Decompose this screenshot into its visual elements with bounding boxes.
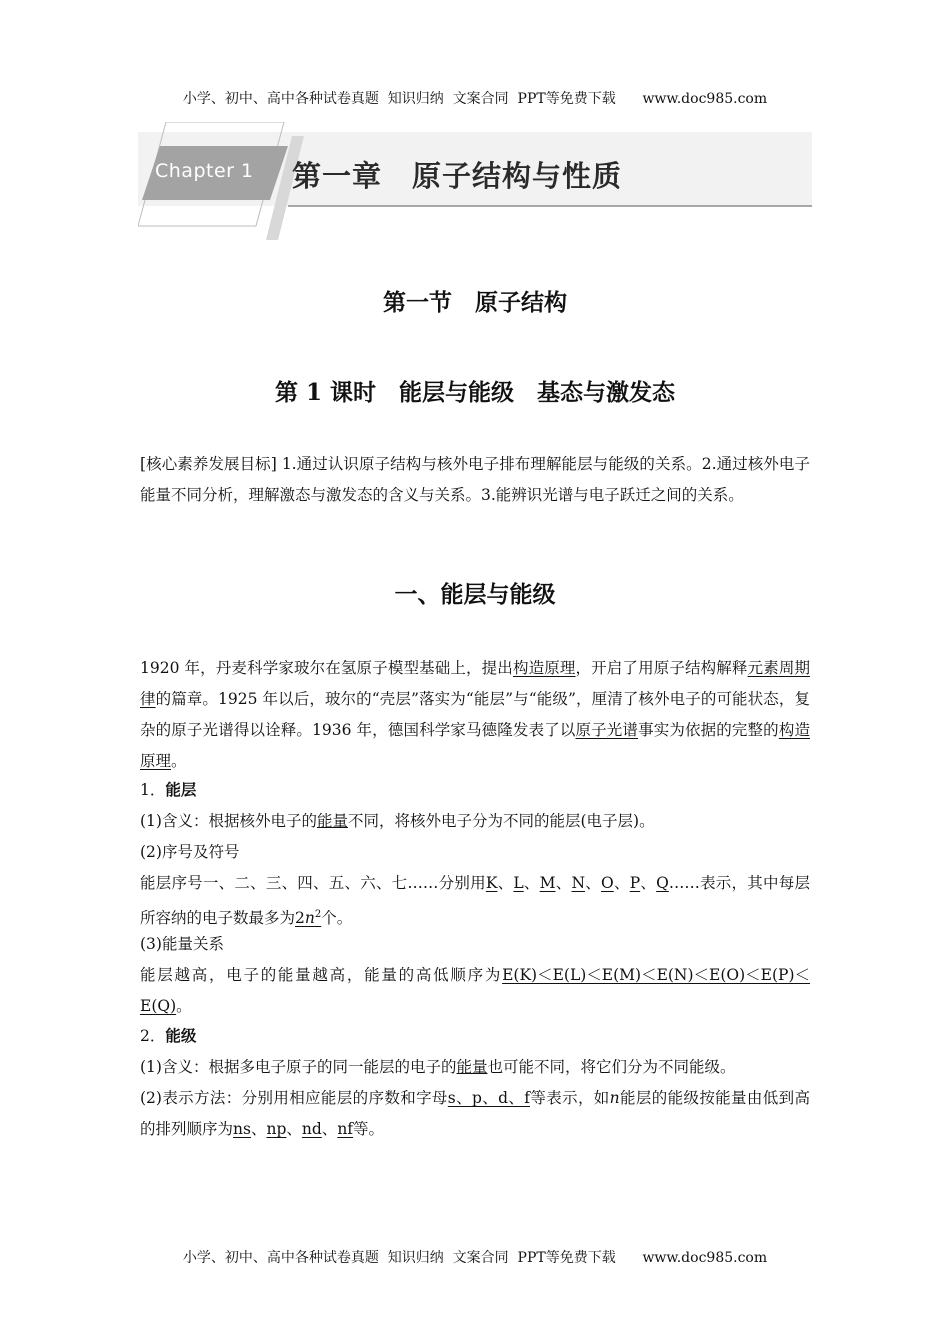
- meaning-text-post: 也可能不同，将它们分为不同能级。: [487, 1058, 736, 1076]
- heading-number: 2．: [140, 1027, 166, 1045]
- page-footer: 小学、初中、高中各种试卷真题 知识归纳 文案合同 PPT等免费下载 www.doc985.com: [182, 1250, 768, 1266]
- symbol-l: L: [513, 874, 524, 892]
- level-nd: nd: [301, 1120, 322, 1138]
- rep-text-post: 等。: [353, 1120, 385, 1138]
- symbol-n: N: [571, 874, 586, 892]
- chapter-label: Chapter 1: [155, 160, 254, 182]
- seq-paragraph: 能层序号一、二、三、四、五、六、七……分别用K、L、M、N、O、P、Q……表示，其中每层所容纳的电子数最多为$2n^2$个。: [140, 874, 810, 928]
- symbol-p: P: [629, 874, 641, 892]
- intro-text-3: 的篇章。1925 年以后，玻尔的“壳层”落实为“能层”与“能级”，厘清了核外电子的可能状态，复杂的原子光谱得以诠释。1936 年，德国科学家马德隆发表了以: [140, 690, 810, 739]
- heading-text: 能层: [165, 781, 197, 799]
- level-np: np: [266, 1120, 287, 1138]
- intro-paragraph: [140, 653, 810, 777]
- core-goals: [140, 449, 810, 511]
- rep-paragraph: (2)表示方法：分别用相应能层的序数和字母s、p、d、f等表示，如n能层的能级按能量由低到高的排列顺序为ns、np、nd、nf等。: [140, 1089, 810, 1138]
- rep-text-pre: (2)表示方法：分别用相应能层的序数和字母: [140, 1089, 448, 1107]
- heading-text: 能级: [165, 1027, 197, 1045]
- rep-text-mid2: 能层的能级按能量由低到高的排列顺序为: [140, 1089, 810, 1138]
- intro-text-5: 。: [171, 752, 187, 770]
- symbol-o: O: [601, 874, 614, 892]
- rep-letters: s、p、d、f: [447, 1089, 530, 1107]
- page-header: 小学、初中、高中各种试卷真题 知识归纳 文案合同 PPT等免费下载 www.doc985.com: [182, 91, 768, 107]
- seq-heading: (2)序号及符号: [140, 843, 240, 861]
- intro-text-2: ，开启了用原子结构解释: [575, 659, 748, 677]
- meaning-underline: 能量: [456, 1058, 488, 1076]
- rel-text-pre: 能层越高，电子的能量越高，能量的高低顺序为: [140, 966, 503, 984]
- formula-coef: 2: [295, 909, 305, 928]
- chapter-title: 第一章 原子结构与性质: [292, 159, 623, 193]
- level-nf: nf: [337, 1120, 354, 1138]
- goals-tag: [核心素养发展目标]: [140, 455, 277, 473]
- formula-var: n: [304, 909, 315, 928]
- meaning-text-post: 不同，将核外电子分为不同的能层(电子层)。: [347, 812, 655, 830]
- rep-text-mid: 等表示，如: [530, 1089, 610, 1107]
- heading-number: 1．: [140, 781, 166, 799]
- energy-level-meaning: [140, 1052, 810, 1083]
- meaning-text-pre: (1)含义：根据核外电子的: [140, 812, 317, 830]
- seq-text-post: 个。: [321, 909, 353, 928]
- rep-n: n: [609, 1089, 620, 1107]
- seq-text-mid: ……表示，其中每层所容纳的电子数最多为: [140, 874, 810, 928]
- level-ns: ns: [233, 1120, 251, 1138]
- goals-text: 1.通过认识原子结构与核外电子排布理解能层与能级的关系。2.通过核外电子能量不同分析，理解激态与激发态的含义与关系。3.能辨识光谱与电子跃迁之间的关系。: [140, 455, 810, 504]
- lesson-title: 第 1 课时 能层与能级 基态与激发态: [274, 379, 676, 406]
- rel-text-post: 。: [176, 997, 192, 1015]
- rel-paragraph: [140, 960, 810, 1022]
- intro-underline-3: 原子光谱: [575, 721, 639, 739]
- symbol-m: M: [539, 874, 556, 892]
- meaning-text-pre: (1)含义：根据多电子原子的同一能层的电子的: [140, 1058, 457, 1076]
- meaning-underline: 能量: [316, 812, 348, 830]
- heading-energy-level: [140, 1021, 810, 1052]
- rel-heading: (3)能量关系: [140, 935, 224, 953]
- energy-layer-meaning: [140, 806, 810, 837]
- chapter-banner: [138, 122, 812, 240]
- intro-text-4: 事实为依据的完整的: [638, 721, 779, 739]
- section-title: 第一节 原子结构: [383, 289, 567, 316]
- heading-energy-layer: [140, 775, 810, 806]
- intro-underline-2: 元素周期律: [140, 659, 810, 708]
- intro-underline-4: 构造原理: [140, 721, 810, 770]
- formula-exp: 2: [314, 909, 322, 920]
- intro-text-1: 1920 年，丹麦科学家玻尔在氢原子模型基础上，提出: [140, 659, 513, 677]
- symbol-q: Q: [656, 874, 669, 892]
- symbol-k: K: [485, 874, 498, 892]
- seq-text-pre: 能层序号一、二、三、四、五、六、七……分别用: [140, 874, 486, 892]
- part-title: 一、能层与能级: [394, 581, 556, 608]
- energy-order: E(K)＜E(L)＜E(M)＜E(N)＜E(O)＜E(P)＜E(Q): [140, 966, 810, 1015]
- intro-underline-1: 构造原理: [512, 659, 576, 677]
- max-electrons-formula: [295, 909, 321, 927]
